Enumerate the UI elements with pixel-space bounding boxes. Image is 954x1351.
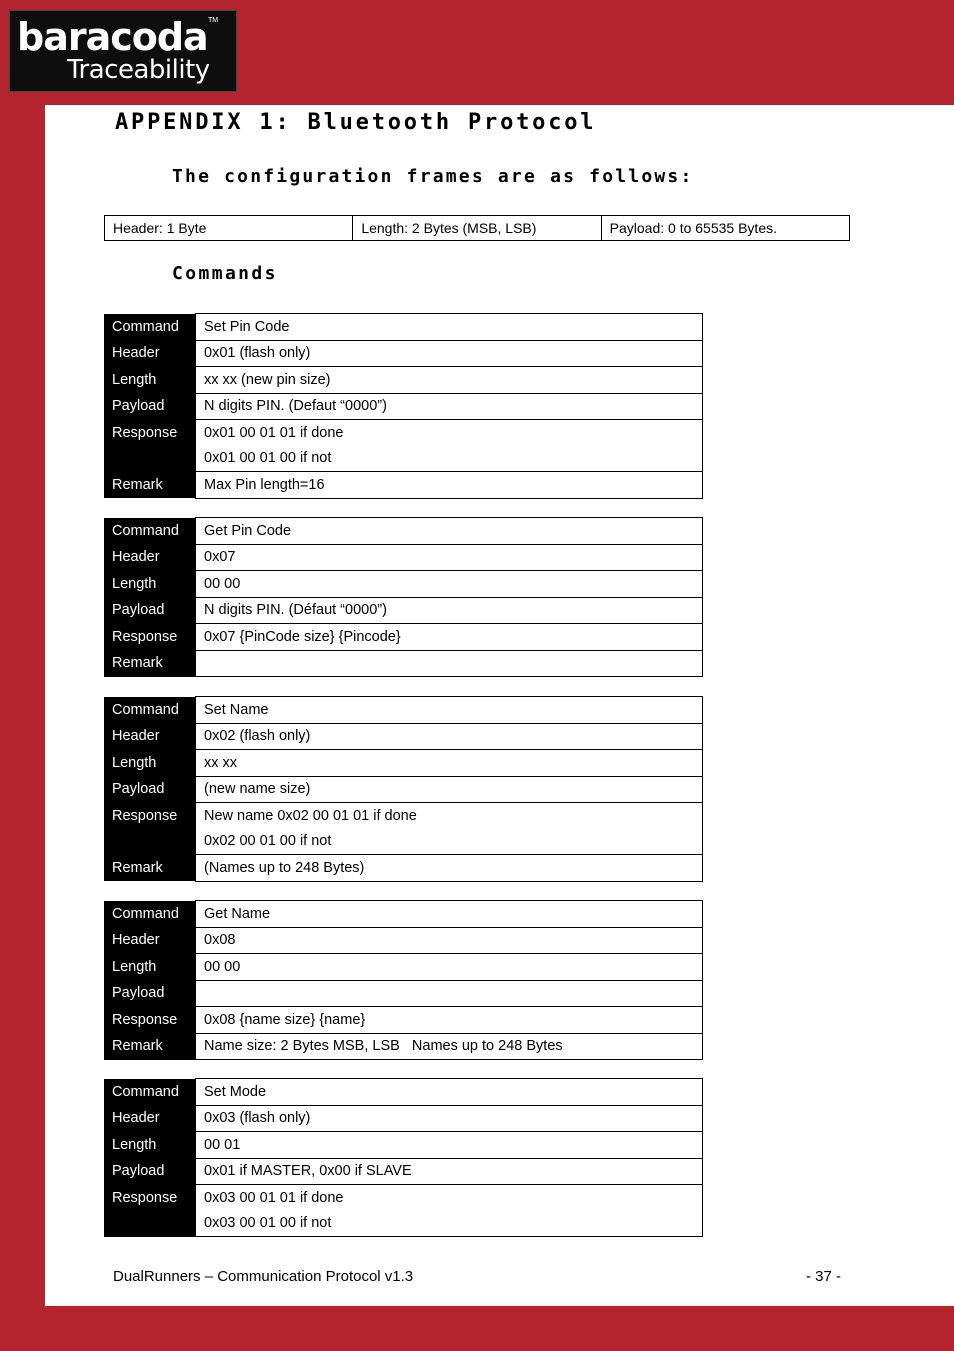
row-value: New name 0x02 00 01 01 if done — [196, 803, 703, 829]
footer-document-title: DualRunners – Communication Protocol v1.3 — [113, 1268, 414, 1285]
row-value: Max Pin length=16 — [196, 472, 703, 499]
table-row — [104, 927, 703, 954]
row-label: Response — [104, 624, 196, 651]
row-value: Get Pin Code — [196, 518, 703, 545]
row-value — [196, 650, 703, 677]
commands-heading: Commands — [172, 263, 278, 284]
row-label: Command — [104, 518, 196, 545]
table-row — [104, 1132, 703, 1159]
row-label: Payload — [104, 980, 196, 1007]
row-value — [196, 980, 703, 1007]
row-label — [104, 829, 196, 855]
table-row — [104, 980, 703, 1007]
row-value: Set Mode — [196, 1079, 703, 1106]
document-page — [45, 105, 954, 1306]
table-row — [104, 776, 703, 803]
row-label: Response — [104, 1007, 196, 1034]
row-value: 00 00 — [196, 954, 703, 981]
table-row — [104, 829, 703, 855]
logo-trademark: TM — [208, 17, 219, 24]
row-value: 0x01 (flash only) — [196, 340, 703, 367]
row-value: 0x03 (flash only) — [196, 1105, 703, 1132]
table-row — [104, 393, 703, 420]
table-row — [104, 314, 703, 341]
row-value: Name size: 2 Bytes MSB, LSB Names up to 248 Bytes — [196, 1033, 703, 1060]
row-label: Command — [104, 314, 196, 341]
row-label: Command — [104, 1079, 196, 1106]
row-value: 0x03 00 01 01 if done — [196, 1185, 703, 1211]
row-value: 0x08 — [196, 927, 703, 954]
row-label: Response — [104, 1185, 196, 1211]
row-label: Payload — [104, 597, 196, 624]
row-label: Remark — [104, 650, 196, 677]
row-value: (new name size) — [196, 776, 703, 803]
row-value: 0x02 (flash only) — [196, 723, 703, 750]
row-label: Command — [104, 901, 196, 928]
row-label: Length — [104, 571, 196, 598]
row-value: 0x02 00 01 00 if not — [196, 829, 703, 855]
row-label — [104, 446, 196, 472]
command-table-get-name — [104, 900, 703, 1060]
row-value: xx xx — [196, 750, 703, 777]
row-label: Response — [104, 803, 196, 829]
table-row — [104, 723, 703, 750]
row-label: Length — [104, 750, 196, 777]
row-value: 0x07 {PinCode size} {Pincode} — [196, 624, 703, 651]
row-value: 0x07 — [196, 544, 703, 571]
table-row — [104, 1079, 703, 1106]
command-table-set-name — [104, 696, 703, 882]
row-value: 00 00 — [196, 571, 703, 598]
table-row — [104, 901, 703, 928]
row-value: 0x01 if MASTER, 0x00 if SLAVE — [196, 1158, 703, 1185]
row-label: Payload — [104, 776, 196, 803]
table-row — [104, 518, 703, 545]
table-row — [104, 472, 703, 499]
row-value: xx xx (new pin size) — [196, 367, 703, 394]
row-label: Header — [104, 723, 196, 750]
appendix-heading: APPENDIX 1: Bluetooth Protocol — [115, 110, 597, 135]
table-row — [104, 803, 703, 829]
table-row — [104, 367, 703, 394]
table-row — [104, 1158, 703, 1185]
row-value: N digits PIN. (Defaut “0000”) — [196, 393, 703, 420]
table-row — [104, 1105, 703, 1132]
row-label: Length — [104, 954, 196, 981]
row-label: Length — [104, 367, 196, 394]
intro-heading: The configuration frames are as follows: — [172, 166, 694, 187]
row-value: 0x08 {name size} {name} — [196, 1007, 703, 1034]
row-value: 00 01 — [196, 1132, 703, 1159]
row-value: N digits PIN. (Défaut “0000”) — [196, 597, 703, 624]
row-label: Length — [104, 1132, 196, 1159]
row-label — [104, 1211, 196, 1237]
table-row — [104, 446, 703, 472]
command-table-get-pin-code — [104, 517, 703, 677]
table-row — [104, 420, 703, 446]
row-value: Get Name — [196, 901, 703, 928]
table-row — [104, 855, 703, 882]
row-label: Header — [104, 927, 196, 954]
frame-payload-cell: Payload: 0 to 65535 Bytes. — [601, 216, 849, 241]
row-label: Remark — [104, 472, 196, 499]
table-row — [104, 571, 703, 598]
row-value: Set Pin Code — [196, 314, 703, 341]
frame-format-table — [104, 215, 850, 241]
row-value: 0x03 00 01 00 if not — [196, 1211, 703, 1237]
table-row — [104, 624, 703, 651]
table-row — [104, 340, 703, 367]
row-label: Remark — [104, 855, 196, 882]
row-value: Set Name — [196, 697, 703, 724]
row-label: Header — [104, 340, 196, 367]
command-table-set-pin-code — [104, 313, 703, 499]
command-table-set-mode — [104, 1078, 703, 1237]
footer-page-number: - 37 - — [805, 1268, 841, 1285]
frame-header-cell: Header: 1 Byte — [105, 216, 353, 241]
row-label: Header — [104, 544, 196, 571]
frame-format-row — [105, 216, 850, 241]
row-label: Payload — [104, 1158, 196, 1185]
row-label: Response — [104, 420, 196, 446]
row-label: Command — [104, 697, 196, 724]
table-row — [104, 1185, 703, 1211]
row-value: 0x01 00 01 00 if not — [196, 446, 703, 472]
frame-length-cell: Length: 2 Bytes (MSB, LSB) — [353, 216, 601, 241]
row-value: 0x01 00 01 01 if done — [196, 420, 703, 446]
table-row — [104, 954, 703, 981]
logo-brand: baracoda — [17, 15, 208, 59]
table-row — [104, 544, 703, 571]
row-label: Payload — [104, 393, 196, 420]
table-row — [104, 1211, 703, 1237]
baracoda-logo — [9, 10, 237, 92]
row-label: Header — [104, 1105, 196, 1132]
table-row — [104, 750, 703, 777]
row-label: Remark — [104, 1033, 196, 1060]
table-row — [104, 650, 703, 677]
table-row — [104, 597, 703, 624]
table-row — [104, 1033, 703, 1060]
row-value: (Names up to 248 Bytes) — [196, 855, 703, 882]
logo-subtitle: Traceability — [67, 55, 210, 85]
table-row — [104, 1007, 703, 1034]
table-row — [104, 697, 703, 724]
